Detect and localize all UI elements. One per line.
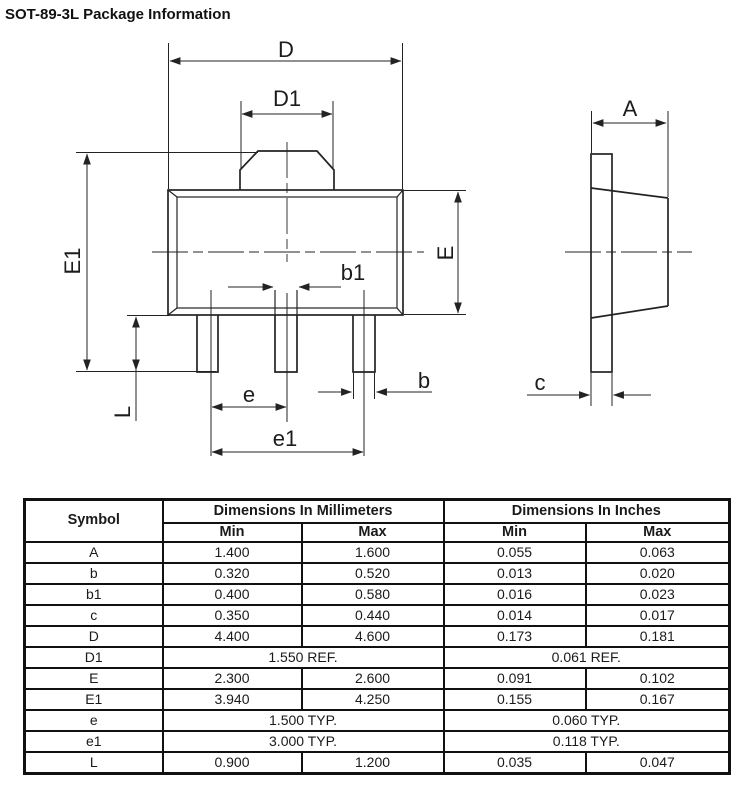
cell-in-max: 0.023 [586,584,730,605]
table-row [25,542,730,563]
cell-mm-span: 1.500 TYP. [163,710,444,731]
dim-label-D: D [278,37,294,62]
col-header-in-min: Min [444,523,586,542]
cell-symbol: c [25,605,163,626]
cell-in-min: 0.016 [444,584,586,605]
cell-mm-max: 4.600 [302,626,444,647]
cell-in-max: 0.047 [586,752,730,774]
cell-in-span: 0.060 TYP. [444,710,730,731]
dim-label-b1: b1 [340,260,366,285]
cell-mm-max: 1.200 [302,752,444,774]
col-header-mm-group: Dimensions In Millimeters [163,500,444,524]
table-row [25,710,730,731]
page-title: SOT-89-3L Package Information [5,6,231,23]
dim-label-c: c [534,370,546,395]
lead-center [275,315,297,372]
table-row [25,752,730,774]
table-row [25,668,730,689]
col-header-symbol: Symbol [25,500,163,543]
dim-label-E: E [433,245,458,261]
cell-in-min: 0.055 [444,542,586,563]
cell-symbol: b1 [25,584,163,605]
cell-in-max: 0.167 [586,689,730,710]
cell-in-max: 0.181 [586,626,730,647]
cell-mm-min: 0.320 [163,563,302,584]
dim-label-E1: E1 [60,247,85,275]
table-row [25,731,730,752]
cell-in-span: 0.118 TYP. [444,731,730,752]
cell-symbol: E1 [25,689,163,710]
cell-symbol: b [25,563,163,584]
cell-in-span: 0.061 REF. [444,647,730,668]
dim-label-b: b [417,368,431,393]
cell-mm-span: 1.550 REF. [163,647,444,668]
cell-symbol: e1 [25,731,163,752]
dim-label-A: A [622,96,638,121]
dimensions-table [23,498,731,775]
cell-mm-max: 1.600 [302,542,444,563]
cell-in-min: 0.014 [444,605,586,626]
cell-mm-min: 4.400 [163,626,302,647]
dim-label-e1: e1 [272,426,298,451]
cell-in-min: 0.155 [444,689,586,710]
cell-symbol: E [25,668,163,689]
cell-mm-min: 0.350 [163,605,302,626]
cell-symbol: A [25,542,163,563]
table-row [25,689,730,710]
cell-mm-max: 0.440 [302,605,444,626]
cell-in-min: 0.091 [444,668,586,689]
cell-in-max: 0.063 [586,542,730,563]
table-row [25,584,730,605]
cell-symbol: D [25,626,163,647]
dim-label-L: L [110,405,135,419]
lead-left [197,315,218,372]
lead-frame-outline [591,154,612,372]
table-row [25,563,730,584]
cell-mm-max: 2.600 [302,668,444,689]
cell-mm-min: 2.300 [163,668,302,689]
cell-symbol: D1 [25,647,163,668]
dim-label-e: e [242,382,256,407]
cell-mm-min: 1.400 [163,542,302,563]
cell-mm-min: 3.940 [163,689,302,710]
body-outline [168,190,403,315]
cell-in-min: 0.035 [444,752,586,774]
side-view [527,96,692,406]
cell-symbol: e [25,710,163,731]
col-header-mm-min: Min [163,523,302,542]
table-row [25,605,730,626]
cell-in-max: 0.102 [586,668,730,689]
front-view [60,37,466,456]
cell-mm-min: 0.900 [163,752,302,774]
cell-in-min: 0.173 [444,626,586,647]
table-row [25,647,730,668]
col-header-inch-group: Dimensions In Inches [444,500,730,524]
col-header-mm-max: Max [302,523,444,542]
cell-symbol: L [25,752,163,774]
cell-in-max: 0.017 [586,605,730,626]
cell-in-max: 0.020 [586,563,730,584]
cell-mm-max: 4.250 [302,689,444,710]
col-header-in-max: Max [586,523,730,542]
cell-mm-max: 0.580 [302,584,444,605]
dim-label-D1: D1 [272,86,302,111]
cell-in-min: 0.013 [444,563,586,584]
table-row [25,626,730,647]
cell-mm-span: 3.000 TYP. [163,731,444,752]
cell-mm-max: 0.520 [302,563,444,584]
cell-mm-min: 0.400 [163,584,302,605]
